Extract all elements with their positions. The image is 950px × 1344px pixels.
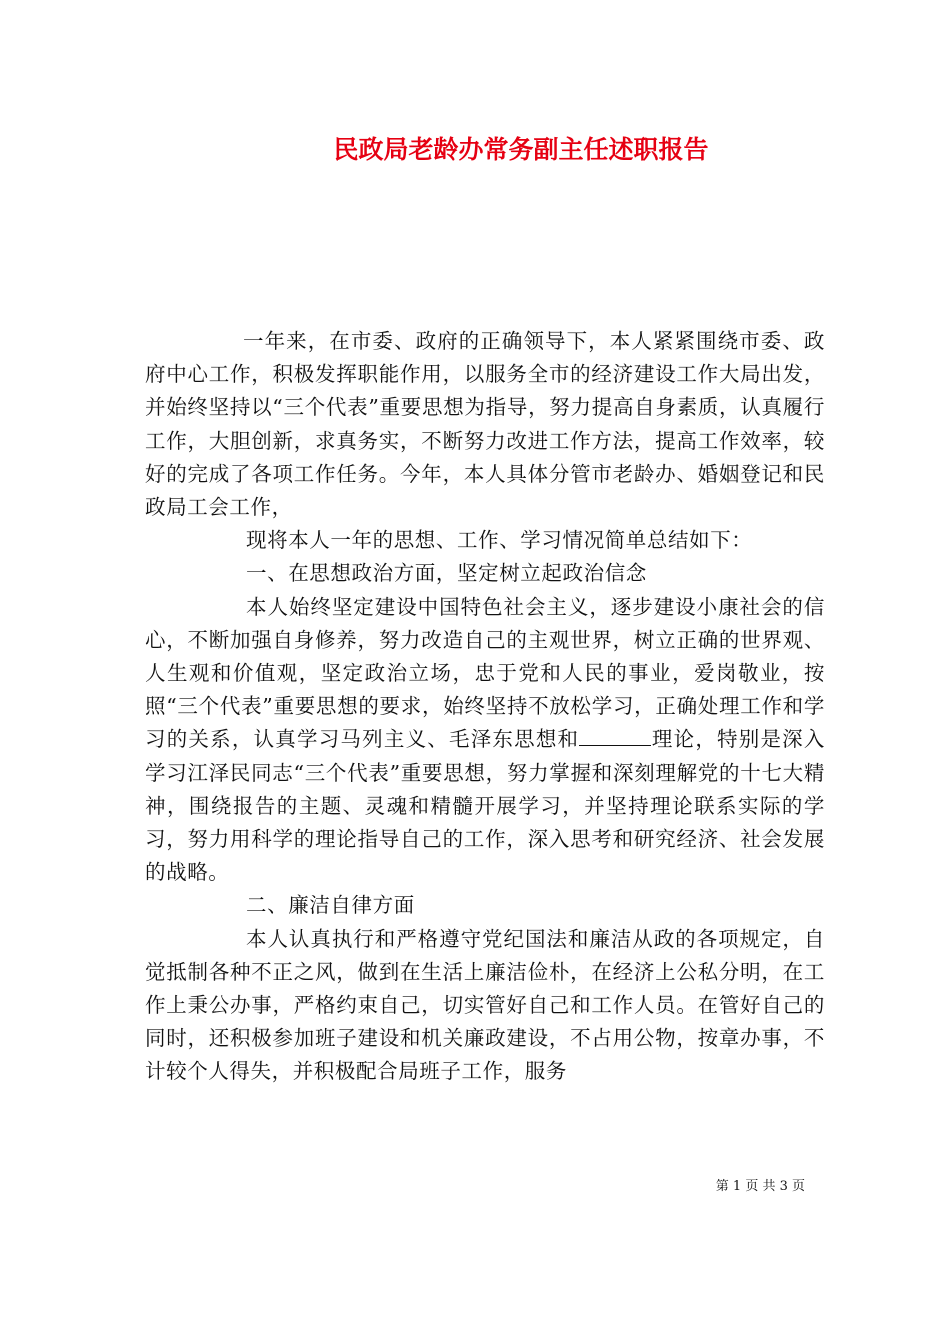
intro-paragraph: 一年来，在市委、政府的正确领导下，本人紧紧围绕市委、政府中心工作，积极发挥职能作用，以服务全市的经济建设工作大局出发，并始终坚持以“三个代表”重要思想为指导，努力提高自身素质，认真履行工作，大胆创新，求真务实，不断努力改进工作方法，提高工作效率，较好的完成了各项工作任务。今年，本人具体分管市老龄办、婚姻登记和民政局工会工作， xyxy=(145,329,825,520)
fill-in-blank xyxy=(579,727,651,746)
document-title: 民政局老龄办常务副主任述职报告 xyxy=(333,135,709,164)
section1-paragraph xyxy=(145,591,825,890)
section1-text-part1: 本人始终坚定建设中国特色社会主义，逐步建设小康社会的信心，不断加强自身修养，努力改造自己的主观世界，树立正确的世界观、人生观和价值观，坚定政治立场，忠于党和人民的事业，爱岗敬业，按照“三个代表”重要思想的要求，始终坚持不放松学习，正确处理工作和学习的关系，认真学习马列主义、毛泽东思想和 xyxy=(145,594,825,752)
section2-heading: 二、廉洁自律方面 xyxy=(246,893,415,918)
section1-text-part2: 理论，特别是深入学习江泽民同志“三个代表”重要思想，努力掌握和深刻理解党的十七大精神，围绕报告的主题、灵魂和精髓开展学习，并坚持理论联系实际的学习，努力用科学的理论指导自己的工作，深入思考和研究经济、社会发展的战略。 xyxy=(145,727,825,885)
document-body xyxy=(145,325,825,1089)
summary-line: 现将本人一年的思想、工作、学习情况简单总结如下： xyxy=(246,528,753,553)
page-indicator: 第 1 页 共 3 页 xyxy=(715,1179,805,1194)
section2-paragraph: 本人认真执行和严格遵守党纪国法和廉洁从政的各项规定，自觉抵制各种不正之风，做到在生活上廉洁俭朴，在经济上公私分明，在工作上秉公办事，严格约束自己，切实管好自己和工作人员。在管好自己的同时，还积极参加班子建设和机关廉政建设，不占用公物，按章办事，不计较个人得失，并积极配合局班子工作，服务 xyxy=(145,926,825,1084)
section1-heading: 一、在思想政治方面，坚定树立起政治信念 xyxy=(246,561,647,586)
